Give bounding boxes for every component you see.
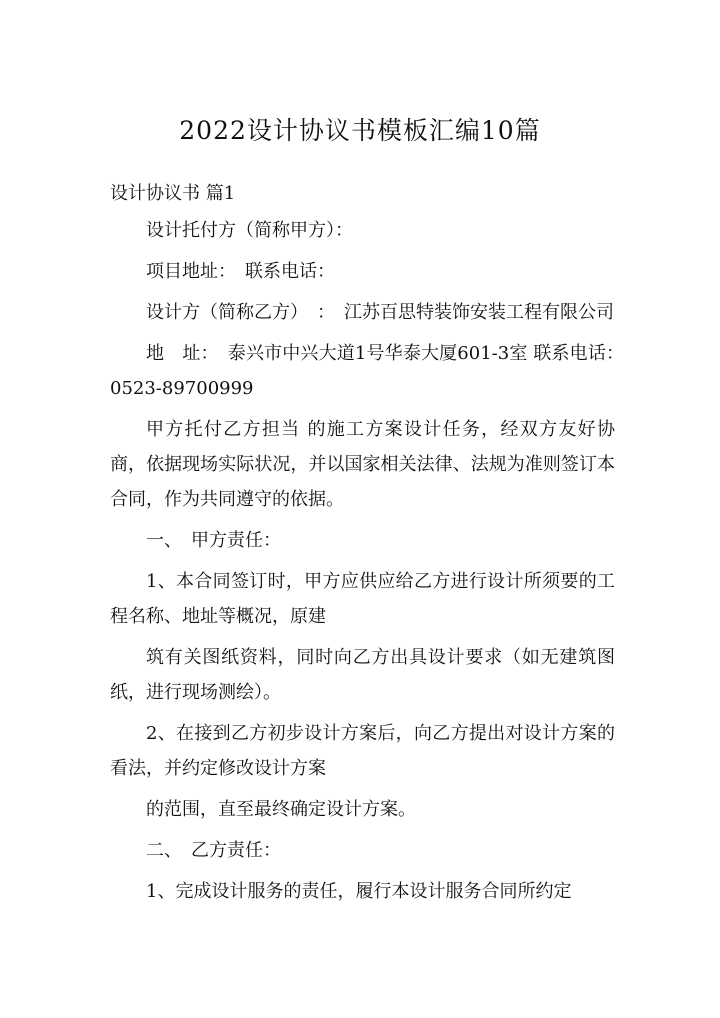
paragraph-party-a-heading: 一、 甲方责任：: [146, 530, 281, 551]
paragraph-party-a-item-1: 1、本合同签订时，甲方应供应给乙方进行设计所须要的工程名称、地址等概况，原建: [110, 571, 615, 627]
paragraph-party-a-item-1-cont: 筑有关图纸资料，同时向乙方出具设计要求（如无建筑图纸，进行现场测绘）。: [110, 647, 615, 703]
paragraph-entrustment: 甲方托付乙方担当 的施工方案设计任务，经双方友好协商，依据现场实际状况，并以国家相关法律、法规为准则签订本合同，作为共同遵守的依据。: [110, 419, 615, 510]
paragraph-designer: 设计方（简称乙方） ： 江苏百思特装饰安装工程有限公司: [146, 302, 614, 323]
document-body: [110, 213, 633, 915]
document-title: 2022设计协议书模板汇编10篇: [179, 116, 541, 145]
paragraph-party-b-heading: 二、 乙方责任：: [146, 840, 281, 861]
paragraph-client: 设计托付方（简称甲方）：: [146, 220, 353, 241]
paragraph-party-a-item-2-cont: 的范围，直至最终确定设计方案。: [146, 799, 416, 820]
paragraph-address-phone: 地 址： 泰兴市中兴大道1号华泰大厦601-3室 联系电话： 0523-89700999: [110, 343, 633, 399]
paragraph-party-a-item-2: 2、在接到乙方初步设计方案后，向乙方提出对设计方案的看法，并约定修改设计方案: [110, 723, 615, 779]
paragraph-project-address: 项目地址： 联系电话：: [146, 261, 335, 282]
section-heading: 设计协议书 篇1: [110, 183, 236, 204]
paragraph-party-b-item-1: 1、完成设计服务的责任，履行本设计服务合同所约定: [146, 881, 572, 902]
